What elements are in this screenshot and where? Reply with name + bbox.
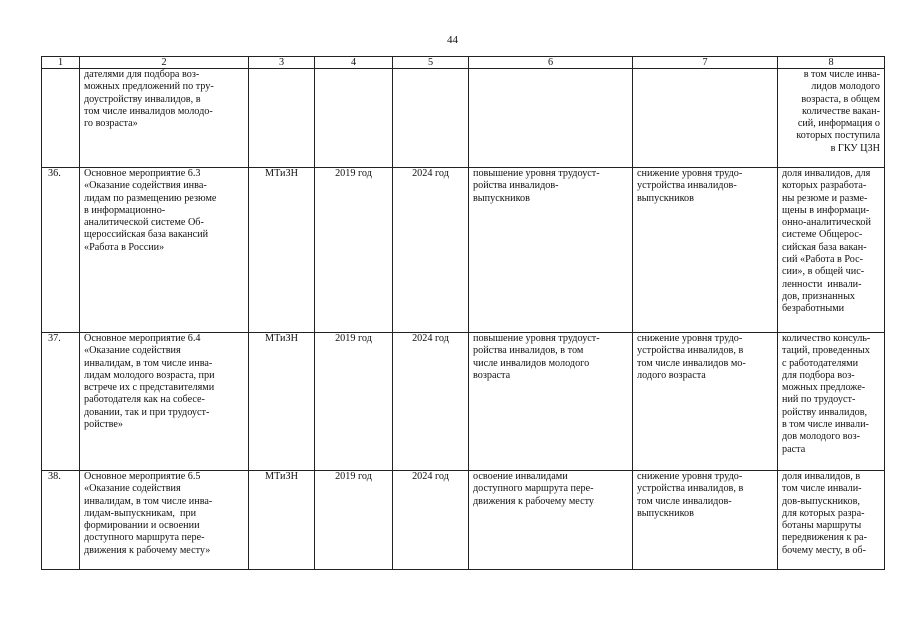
end-year-cell: 2024 год: [393, 333, 469, 471]
indicator-cell: доля инвалидов, для которых разработа- ны резюме и разме- щены в информаци- онно-аналитической системе Общерос- сийская база вакан- сий «Работа в Рос- сии», в общей чис- ленности инвали- дов, признанных безработными: [778, 168, 885, 333]
consequence-cell: [633, 69, 778, 168]
end-year-cell: [393, 69, 469, 168]
executor-cell: [249, 69, 315, 168]
row-number-cell: 38.: [42, 471, 80, 570]
end-year-cell: 2024 год: [393, 471, 469, 570]
indicator-cell: доля инвалидов, в том числе инвали- дов-выпускников, для которых разра- ботаны маршруты передвижения к ра- бочему месту, в об-: [778, 471, 885, 570]
consequence-cell: снижение уровня трудо- устройства инвалидов- выпускников: [633, 168, 778, 333]
column-header: 1: [42, 57, 80, 69]
expected-result-cell: освоение инвалидами доступного маршрута пере- движения к рабочему месту: [469, 471, 633, 570]
expected-result-cell: повышение уровня трудоуст- ройства инвалидов- выпускников: [469, 168, 633, 333]
start-year-cell: [315, 69, 393, 168]
column-header: 8: [778, 57, 885, 69]
end-year-cell: 2024 год: [393, 168, 469, 333]
start-year-cell: 2019 год: [315, 471, 393, 570]
column-number-row: [42, 57, 885, 69]
indicator-cell: количество консуль- таций, проведенных с работодателями для подбора воз- можных предложе- ний по трудоуст- ройству инвалидов, в том числе инвали- дов молодого воз- раста: [778, 333, 885, 471]
executor-cell: МТиЗН: [249, 333, 315, 471]
table-row: [42, 168, 885, 333]
indicator-cell: в том числе инва- лидов молодого возраста, в общем количестве вакан- сий, информация о которых поступила в ГКУ ЦЗН: [778, 69, 885, 168]
page-number: 44: [447, 34, 458, 46]
row-number-cell: [42, 69, 80, 168]
consequence-cell: снижение уровня трудо- устройства инвалидов, в том числе инвалидов- выпускников: [633, 471, 778, 570]
executor-cell: МТиЗН: [249, 471, 315, 570]
column-header: 7: [633, 57, 778, 69]
table-row: [42, 333, 885, 471]
column-header: 3: [249, 57, 315, 69]
measures-table: [41, 56, 885, 570]
activity-cell: Основное мероприятие 6.4 «Оказание содействия инвалидам, в том числе инва- лидам молодого возраста, при встрече их с представителями работодателя как на собесе- довании, так и при трудоуст- ройстве»: [80, 333, 249, 471]
row-number-cell: 37.: [42, 333, 80, 471]
expected-result-cell: [469, 69, 633, 168]
expected-result-cell: повышение уровня трудоуст- ройства инвалидов, в том числе инвалидов молодого возраста: [469, 333, 633, 471]
table-row: [42, 69, 885, 168]
activity-cell: дателями для подбора воз- можных предложений по тру- доустройству инвалидов, в том числе инвалидов молодо- го возраста»: [80, 69, 249, 168]
row-number-cell: 36.: [42, 168, 80, 333]
executor-cell: МТиЗН: [249, 168, 315, 333]
column-header: 5: [393, 57, 469, 69]
table-row: [42, 471, 885, 570]
activity-cell: Основное мероприятие 6.5 «Оказание содействия инвалидам, в том числе инва- лидам-выпускникам, при формировании и освоении доступного маршрута пере- движения к рабочему месту»: [80, 471, 249, 570]
start-year-cell: 2019 год: [315, 333, 393, 471]
activity-cell: Основное мероприятие 6.3 «Оказание содействия инва- лидам по размещению резюме в информационно- аналитической системе Об- щероссийская база вакансий «Работа в России»: [80, 168, 249, 333]
column-header: 2: [80, 57, 249, 69]
column-header: 6: [469, 57, 633, 69]
start-year-cell: 2019 год: [315, 168, 393, 333]
consequence-cell: снижение уровня трудо- устройства инвалидов, в том числе инвалидов мо- лодого возраста: [633, 333, 778, 471]
column-header: 4: [315, 57, 393, 69]
